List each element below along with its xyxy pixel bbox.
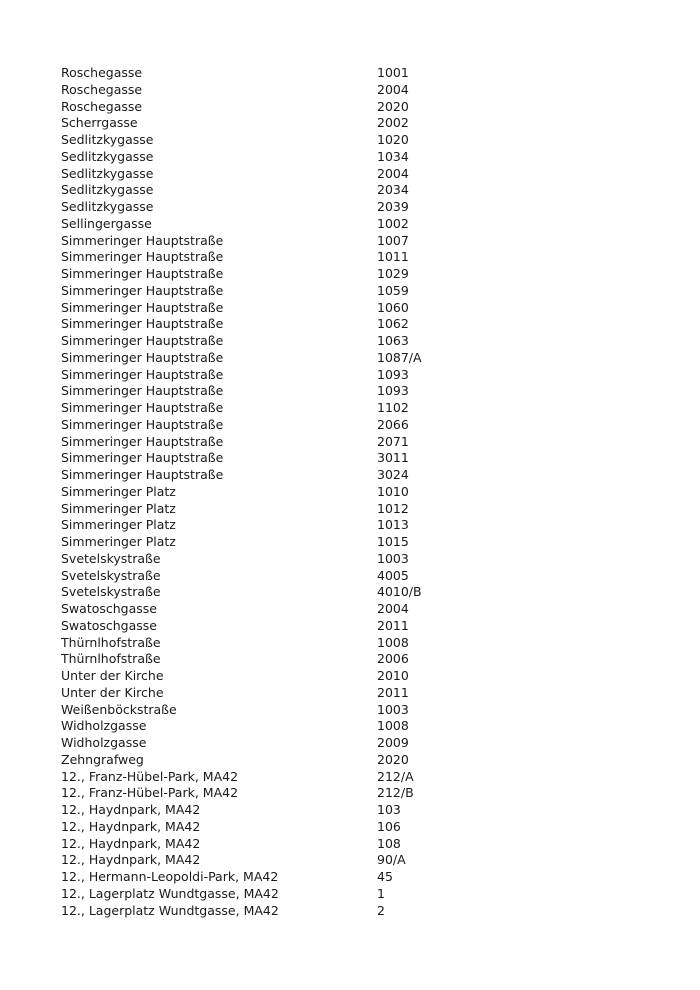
street-name: Roschegasse <box>61 81 143 97</box>
street-name: Svetelskystraße <box>61 550 161 566</box>
table-row <box>61 249 661 266</box>
table-row <box>61 182 661 199</box>
house-number: 1063 <box>377 333 409 348</box>
street-name: Simmeringer Hauptstraße <box>61 299 224 315</box>
street-name: Simmeringer Platz <box>61 500 176 516</box>
house-number: 45 <box>377 869 393 884</box>
street-name: Swatoschgasse <box>61 601 157 616</box>
house-number: 4005 <box>377 567 409 583</box>
house-number: 2034 <box>377 182 409 198</box>
house-number: 2071 <box>377 433 409 449</box>
house-number: 1062 <box>377 316 409 332</box>
street-name: Simmeringer Hauptstraße <box>61 433 224 449</box>
table-row <box>61 434 661 451</box>
table-row <box>61 903 661 920</box>
table-row <box>61 149 661 166</box>
table-row <box>61 819 661 836</box>
street-name: Simmeringer Hauptstraße <box>61 467 224 482</box>
house-number: 1059 <box>377 282 409 298</box>
street-name: Simmeringer Hauptstraße <box>61 366 224 382</box>
table-row <box>61 517 661 534</box>
street-name: 12., Hermann-Leopoldi-Park, MA42 <box>61 869 279 884</box>
table-row <box>61 836 661 853</box>
house-number: 2004 <box>377 81 409 97</box>
house-number: 1060 <box>377 299 409 315</box>
house-number: 3024 <box>377 467 409 482</box>
table-row <box>61 685 661 702</box>
house-number: 1102 <box>377 400 409 415</box>
table-row <box>61 300 661 317</box>
house-number: 2020 <box>377 98 409 114</box>
table-row <box>61 383 661 400</box>
street-name: Roschegasse <box>61 65 143 80</box>
table-row <box>61 350 661 367</box>
table-row <box>61 216 661 233</box>
table-row <box>61 718 661 735</box>
street-name: Roschegasse <box>61 98 143 114</box>
house-number: 2004 <box>377 601 409 616</box>
street-name: Simmeringer Hauptstraße <box>61 316 224 332</box>
house-number: 108 <box>377 835 401 851</box>
street-name: Simmeringer Hauptstraße <box>61 450 224 466</box>
street-name: Simmeringer Hauptstraße <box>61 349 224 365</box>
house-number: 1003 <box>377 701 409 717</box>
table-row <box>61 132 661 149</box>
table-row <box>61 785 661 802</box>
street-name: 12., Lagerplatz Wundtgasse, MA42 <box>61 902 279 918</box>
table-row <box>61 802 661 819</box>
house-number: 1008 <box>377 634 409 650</box>
house-number: 2006 <box>377 651 409 667</box>
table-row <box>61 551 661 568</box>
street-name: 12., Haydnpark, MA42 <box>61 802 201 817</box>
table-row <box>61 702 661 719</box>
table-row <box>61 769 661 786</box>
house-number: 1093 <box>377 383 409 399</box>
house-number: 1001 <box>377 65 409 80</box>
house-number: 2002 <box>377 115 409 131</box>
table-row <box>61 467 661 484</box>
house-number: 1011 <box>377 249 409 265</box>
table-row <box>61 333 661 350</box>
street-name: Widholzgasse <box>61 735 147 750</box>
street-name: Sedlitzkygasse <box>61 148 154 164</box>
table-row <box>61 484 661 501</box>
house-number: 1003 <box>377 550 409 566</box>
street-name: Zehngrafweg <box>61 751 144 767</box>
table-row <box>61 735 661 752</box>
street-name: 12., Haydnpark, MA42 <box>61 852 201 868</box>
table-row <box>61 199 661 216</box>
house-number: 1007 <box>377 232 409 248</box>
street-name: Thürnlhofstraße <box>61 634 161 650</box>
table-row <box>61 601 661 618</box>
house-number: 2010 <box>377 668 409 683</box>
street-name: Sedlitzkygasse <box>61 165 154 181</box>
house-number: 1029 <box>377 266 409 281</box>
street-name: Simmeringer Hauptstraße <box>61 416 224 432</box>
house-number: 1010 <box>377 483 409 499</box>
house-number: 212/A <box>377 768 414 784</box>
street-name: Svetelskystraße <box>61 567 161 583</box>
address-list <box>61 65 661 919</box>
street-name: Simmeringer Hauptstraße <box>61 232 224 248</box>
street-name: Scherrgasse <box>61 115 138 131</box>
table-row <box>61 417 661 434</box>
house-number: 1034 <box>377 148 409 164</box>
street-name: Sedlitzkygasse <box>61 132 154 147</box>
street-name: Simmeringer Platz <box>61 517 176 533</box>
street-name: Simmeringer Hauptstraße <box>61 282 224 298</box>
house-number: 1 <box>377 885 385 901</box>
table-row <box>61 668 661 685</box>
house-number: 2039 <box>377 199 409 214</box>
street-name: Weißenböckstraße <box>61 701 177 717</box>
table-row <box>61 400 661 417</box>
street-name: Unter der Kirche <box>61 668 164 683</box>
table-row <box>61 166 661 183</box>
house-number: 1012 <box>377 500 409 516</box>
house-number: 1087/A <box>377 349 422 365</box>
house-number: 1093 <box>377 366 409 382</box>
street-name: Simmeringer Platz <box>61 483 176 499</box>
table-row <box>61 886 661 903</box>
street-name: Simmeringer Hauptstraße <box>61 266 224 281</box>
table-row <box>61 367 661 384</box>
street-name: 12., Franz-Hübel-Park, MA42 <box>61 768 239 784</box>
street-name: Svetelskystraße <box>61 584 161 600</box>
house-number: 103 <box>377 802 401 817</box>
table-row <box>61 584 661 601</box>
street-name: 12., Haydnpark, MA42 <box>61 818 201 834</box>
table-row <box>61 869 661 886</box>
street-name: Simmeringer Platz <box>61 534 176 549</box>
house-number: 2004 <box>377 165 409 181</box>
table-row <box>61 99 661 116</box>
table-row <box>61 450 661 467</box>
table-row <box>61 534 661 551</box>
table-row <box>61 82 661 99</box>
street-name: 12., Franz-Hübel-Park, MA42 <box>61 785 239 801</box>
house-number: 3011 <box>377 450 409 466</box>
table-row <box>61 651 661 668</box>
house-number: 1015 <box>377 534 409 549</box>
table-row <box>61 233 661 250</box>
street-name: Widholzgasse <box>61 718 147 734</box>
table-row <box>61 618 661 635</box>
street-name: 12., Haydnpark, MA42 <box>61 835 201 851</box>
house-number: 2066 <box>377 416 409 432</box>
house-number: 2009 <box>377 735 409 750</box>
table-row <box>61 115 661 132</box>
table-row <box>61 852 661 869</box>
street-name: Thürnlhofstraße <box>61 651 161 667</box>
table-row <box>61 266 661 283</box>
street-name: Sedlitzkygasse <box>61 182 154 198</box>
street-name: Simmeringer Hauptstraße <box>61 249 224 265</box>
street-name: Swatoschgasse <box>61 617 157 633</box>
street-name: 12., Lagerplatz Wundtgasse, MA42 <box>61 885 279 901</box>
table-row <box>61 635 661 652</box>
street-name: Simmeringer Hauptstraße <box>61 383 224 399</box>
house-number: 1002 <box>377 215 409 231</box>
house-number: 212/B <box>377 785 414 801</box>
street-name: Sedlitzkygasse <box>61 199 154 214</box>
house-number: 2020 <box>377 751 409 767</box>
table-row <box>61 283 661 300</box>
house-number: 2011 <box>377 684 409 700</box>
house-number: 1013 <box>377 517 409 533</box>
street-name: Simmeringer Hauptstraße <box>61 400 224 415</box>
table-row <box>61 65 661 82</box>
house-number: 106 <box>377 818 401 834</box>
house-number: 2011 <box>377 617 409 633</box>
house-number: 90/A <box>377 852 406 868</box>
house-number: 2 <box>377 902 385 918</box>
table-row <box>61 501 661 518</box>
house-number: 1008 <box>377 718 409 734</box>
table-row <box>61 568 661 585</box>
street-name: Simmeringer Hauptstraße <box>61 333 224 348</box>
house-number: 4010/B <box>377 584 422 600</box>
street-name: Sellingergasse <box>61 215 152 231</box>
street-name: Unter der Kirche <box>61 684 164 700</box>
table-row <box>61 752 661 769</box>
table-row <box>61 316 661 333</box>
house-number: 1020 <box>377 132 409 147</box>
